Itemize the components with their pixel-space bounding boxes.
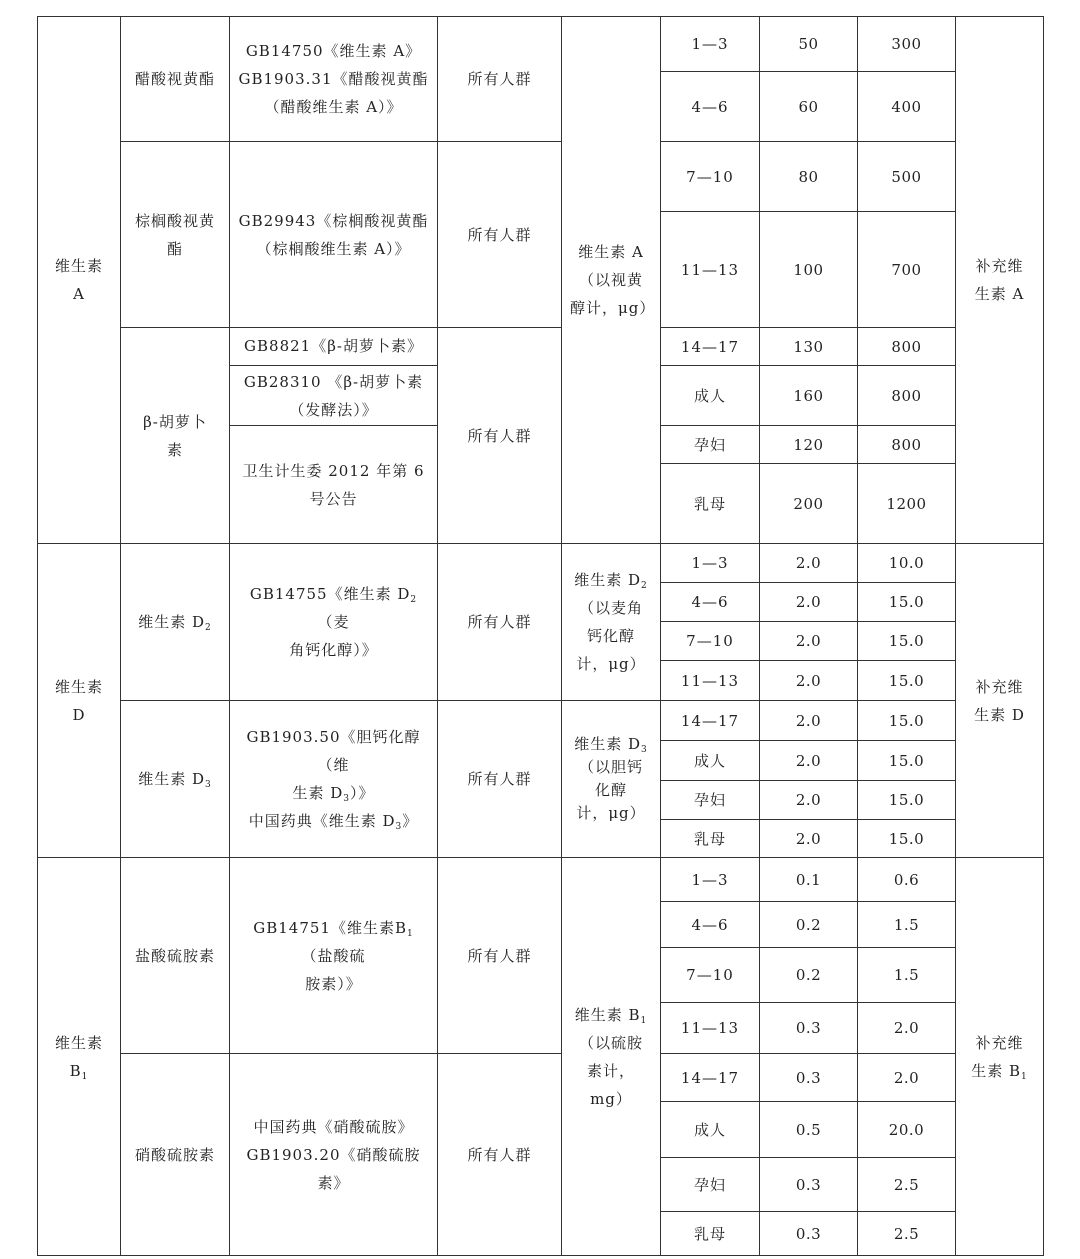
age-cell: 11—13 xyxy=(661,661,760,701)
min-value-cell: 2.0 xyxy=(760,701,858,741)
age-cell: 1—3 xyxy=(661,858,760,902)
standard-cell: 中国药典《硝酸硫胺》 GB1903.20《硝酸硫胺素》 xyxy=(230,1054,438,1256)
max-value-cell: 15.0 xyxy=(858,701,956,741)
population-cell: 所有人群 xyxy=(438,142,562,328)
min-value-cell: 2.0 xyxy=(760,820,858,858)
age-cell: 4—6 xyxy=(661,902,760,948)
max-value-cell: 2.0 xyxy=(858,1054,956,1102)
age-cell: 7—10 xyxy=(661,142,760,212)
nutrient-table xyxy=(37,16,1044,1256)
max-value-cell: 400 xyxy=(858,72,956,142)
min-value-cell: 0.3 xyxy=(760,1212,858,1256)
age-cell: 11—13 xyxy=(661,212,760,328)
min-value-cell: 2.0 xyxy=(760,781,858,820)
min-value-cell: 0.1 xyxy=(760,858,858,902)
min-value-cell: 120 xyxy=(760,426,858,464)
age-cell: 乳母 xyxy=(661,464,760,544)
min-value-cell: 60 xyxy=(760,72,858,142)
compound-name: β-胡萝卜 素 xyxy=(121,328,230,544)
nutrient-unit-cell: 维生素 A （以视黄 醇计，μg） xyxy=(562,17,661,544)
max-value-cell: 15.0 xyxy=(858,583,956,622)
max-value-cell: 700 xyxy=(858,212,956,328)
purpose-cell: 补充维 生素 $B_1$ xyxy=(956,858,1044,1256)
max-value-cell: 2.5 xyxy=(858,1212,956,1256)
min-value-cell: 0.3 xyxy=(760,1158,858,1212)
max-value-cell: 10.0 xyxy=(858,544,956,583)
nutrient-unit-cell: 维生素 $B_1$ （以硫胺 素计，mg） xyxy=(562,858,661,1256)
min-value-cell: 0.2 xyxy=(760,902,858,948)
min-value-cell: 0.2 xyxy=(760,948,858,1003)
max-value-cell: 800 xyxy=(858,366,956,426)
population-cell: 所有人群 xyxy=(438,858,562,1054)
min-value-cell: 130 xyxy=(760,328,858,366)
min-value-cell: 2.0 xyxy=(760,741,858,781)
age-cell: 成人 xyxy=(661,1102,760,1158)
age-cell: 孕妇 xyxy=(661,426,760,464)
age-cell: 14—17 xyxy=(661,1054,760,1102)
nutrient-unit-cell: 维生素 $D_3$ （以胆钙 化醇 计，μg） xyxy=(562,701,661,858)
max-value-cell: 300 xyxy=(858,17,956,72)
compound-name: 盐酸硫胺素 xyxy=(121,858,230,1054)
population-cell: 所有人群 xyxy=(438,1054,562,1256)
purpose-cell: 补充维 生素 A xyxy=(956,17,1044,544)
age-cell: 11—13 xyxy=(661,1003,760,1054)
max-value-cell: 1.5 xyxy=(858,948,956,1003)
group-name: 维生素 $B_1$ xyxy=(38,858,121,1256)
purpose-cell: 补充维 生素 D xyxy=(956,544,1044,858)
max-value-cell: 1.5 xyxy=(858,902,956,948)
age-cell: 成人 xyxy=(661,366,760,426)
compound-name: 醋酸视黄酯 xyxy=(121,17,230,142)
min-value-cell: 2.0 xyxy=(760,661,858,701)
max-value-cell: 20.0 xyxy=(858,1102,956,1158)
standard-cell: GB1903.50《胆钙化醇（维 生素 $D_3$）》 中国药典《维生素 $D_3$》 xyxy=(230,701,438,858)
min-value-cell: 80 xyxy=(760,142,858,212)
age-cell: 孕妇 xyxy=(661,781,760,820)
population-cell: 所有人群 xyxy=(438,544,562,701)
min-value-cell: 160 xyxy=(760,366,858,426)
age-cell: 4—6 xyxy=(661,72,760,142)
age-cell: 孕妇 xyxy=(661,1158,760,1212)
age-cell: 14—17 xyxy=(661,328,760,366)
max-value-cell: 2.5 xyxy=(858,1158,956,1212)
standard-cell: GB14751《维生素$B_1$（盐酸硫 胺素）》 xyxy=(230,858,438,1054)
min-value-cell: 2.0 xyxy=(760,622,858,661)
compound-name: 维生素 $D_2$ xyxy=(121,544,230,701)
max-value-cell: 15.0 xyxy=(858,820,956,858)
max-value-cell: 15.0 xyxy=(858,781,956,820)
max-value-cell: 15.0 xyxy=(858,622,956,661)
max-value-cell: 15.0 xyxy=(858,661,956,701)
max-value-cell: 0.6 xyxy=(858,858,956,902)
max-value-cell: 800 xyxy=(858,426,956,464)
min-value-cell: 50 xyxy=(760,17,858,72)
max-value-cell: 500 xyxy=(858,142,956,212)
compound-name: 维生素 $D_3$ xyxy=(121,701,230,858)
nutrient-unit-cell: 维生素 $D_2$ （以麦角 钙化醇 计，μg） xyxy=(562,544,661,701)
age-cell: 14—17 xyxy=(661,701,760,741)
min-value-cell: 0.5 xyxy=(760,1102,858,1158)
standard-cell: 卫生计生委 2012 年第 6 号公告 xyxy=(230,426,438,544)
group-name: 维生素 A xyxy=(38,17,121,544)
compound-name: 硝酸硫胺素 xyxy=(121,1054,230,1256)
min-value-cell: 2.0 xyxy=(760,544,858,583)
age-cell: 7—10 xyxy=(661,622,760,661)
min-value-cell: 0.3 xyxy=(760,1054,858,1102)
max-value-cell: 1200 xyxy=(858,464,956,544)
age-cell: 乳母 xyxy=(661,820,760,858)
min-value-cell: 100 xyxy=(760,212,858,328)
standard-cell: GB14755《维生素 $D_2$（麦 角钙化醇）》 xyxy=(230,544,438,701)
min-value-cell: 2.0 xyxy=(760,583,858,622)
max-value-cell: 800 xyxy=(858,328,956,366)
age-cell: 1—3 xyxy=(661,17,760,72)
population-cell: 所有人群 xyxy=(438,17,562,142)
age-cell: 乳母 xyxy=(661,1212,760,1256)
population-cell: 所有人群 xyxy=(438,701,562,858)
compound-name: 棕榈酸视黄 酯 xyxy=(121,142,230,328)
standard-cell: GB28310 《β-胡萝卜素 （发酵法）》 xyxy=(230,366,438,426)
standard-cell: GB14750《维生素 A》 GB1903.31《醋酸视黄酯 （醋酸维生素 A）》 xyxy=(230,17,438,142)
min-value-cell: 0.3 xyxy=(760,1003,858,1054)
min-value-cell: 200 xyxy=(760,464,858,544)
group-name: 维生素 D xyxy=(38,544,121,858)
age-cell: 成人 xyxy=(661,741,760,781)
standard-cell: GB8821《β-胡萝卜素》 xyxy=(230,328,438,366)
age-cell: 1—3 xyxy=(661,544,760,583)
max-value-cell: 2.0 xyxy=(858,1003,956,1054)
age-cell: 4—6 xyxy=(661,583,760,622)
age-cell: 7—10 xyxy=(661,948,760,1003)
population-cell: 所有人群 xyxy=(438,328,562,544)
standard-cell: GB29943《棕榈酸视黄酯 （棕榈酸维生素 A）》 xyxy=(230,142,438,328)
max-value-cell: 15.0 xyxy=(858,741,956,781)
